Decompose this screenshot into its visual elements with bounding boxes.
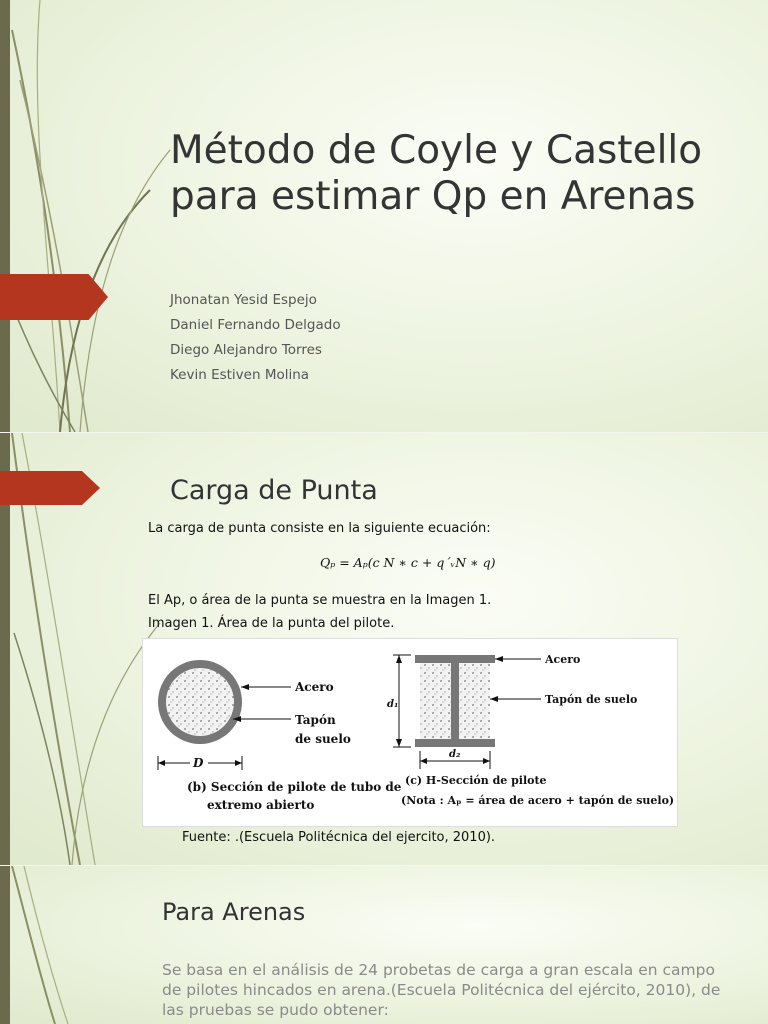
author: Daniel Fernando Delgado xyxy=(170,317,341,333)
label-acero-right: Acero xyxy=(545,653,581,666)
author: Kevin Estiven Molina xyxy=(170,367,310,383)
grass-decoration xyxy=(0,866,120,1024)
section-title: Para Arenas xyxy=(162,898,306,926)
dim-d2: d₂ xyxy=(449,749,461,760)
authors-list xyxy=(170,288,341,388)
accent-arrow xyxy=(0,471,100,505)
slide-para-arenas xyxy=(0,866,768,1024)
ap-text: El Ap, o área de la punta se muestra en la Imagen 1. xyxy=(148,593,492,608)
author: Diego Alejandro Torres xyxy=(170,342,322,358)
left-bar xyxy=(0,0,10,432)
accent-arrow xyxy=(0,274,108,320)
author: Jhonatan Yesid Espejo xyxy=(170,292,317,308)
slide-title-text: Método de Coyle y Castello para estimar Qp en Arenas xyxy=(170,128,703,219)
image-caption: Imagen 1. Área de la punta del pilote. xyxy=(148,616,395,631)
intro-text: La carga de punta consiste en la siguiente ecuación: xyxy=(148,521,491,536)
body-text: Se basa en el análisis de 24 probetas de carga a gran escala en campo de pilotes hincados en arena.(Escuela Politécnica del ejército, 2010), de las pruebas se pudo obtener: xyxy=(162,961,721,1019)
h-bottom-flange xyxy=(415,739,495,747)
section-title: Carga de Punta xyxy=(170,475,378,506)
label-tapon-left-1: Tapón xyxy=(295,713,336,727)
label-acero-left: Acero xyxy=(295,680,334,694)
left-bar xyxy=(0,866,10,1024)
pipe-soil-plug xyxy=(166,668,234,736)
dim-d: D xyxy=(193,756,204,770)
caption-b-1: (b) Sección de pilote de tubo de xyxy=(187,780,402,794)
slide-title xyxy=(0,0,768,432)
caption-b-2: extremo abierto xyxy=(207,798,315,812)
slide-carga-de-punta xyxy=(0,433,768,865)
equation: Qₚ = Aₚ(c N ∗ c + q´ᵥN ∗ q) xyxy=(320,555,496,570)
source-text: Fuente: .(Escuela Politécnica del ejercito, 2010). xyxy=(182,830,496,845)
pile-section-figure xyxy=(142,638,678,827)
caption-note: (Nota : Aₚ = área de acero + tapón de suelo) xyxy=(401,794,675,807)
h-web xyxy=(451,663,459,739)
label-tapon-right: Tapón de suelo xyxy=(545,693,638,706)
dim-d1: d₁ xyxy=(387,699,399,710)
label-tapon-left-2: de suelo xyxy=(295,732,351,746)
caption-c: (c) H-Sección de pilote xyxy=(405,774,547,787)
h-top-flange xyxy=(415,655,495,663)
